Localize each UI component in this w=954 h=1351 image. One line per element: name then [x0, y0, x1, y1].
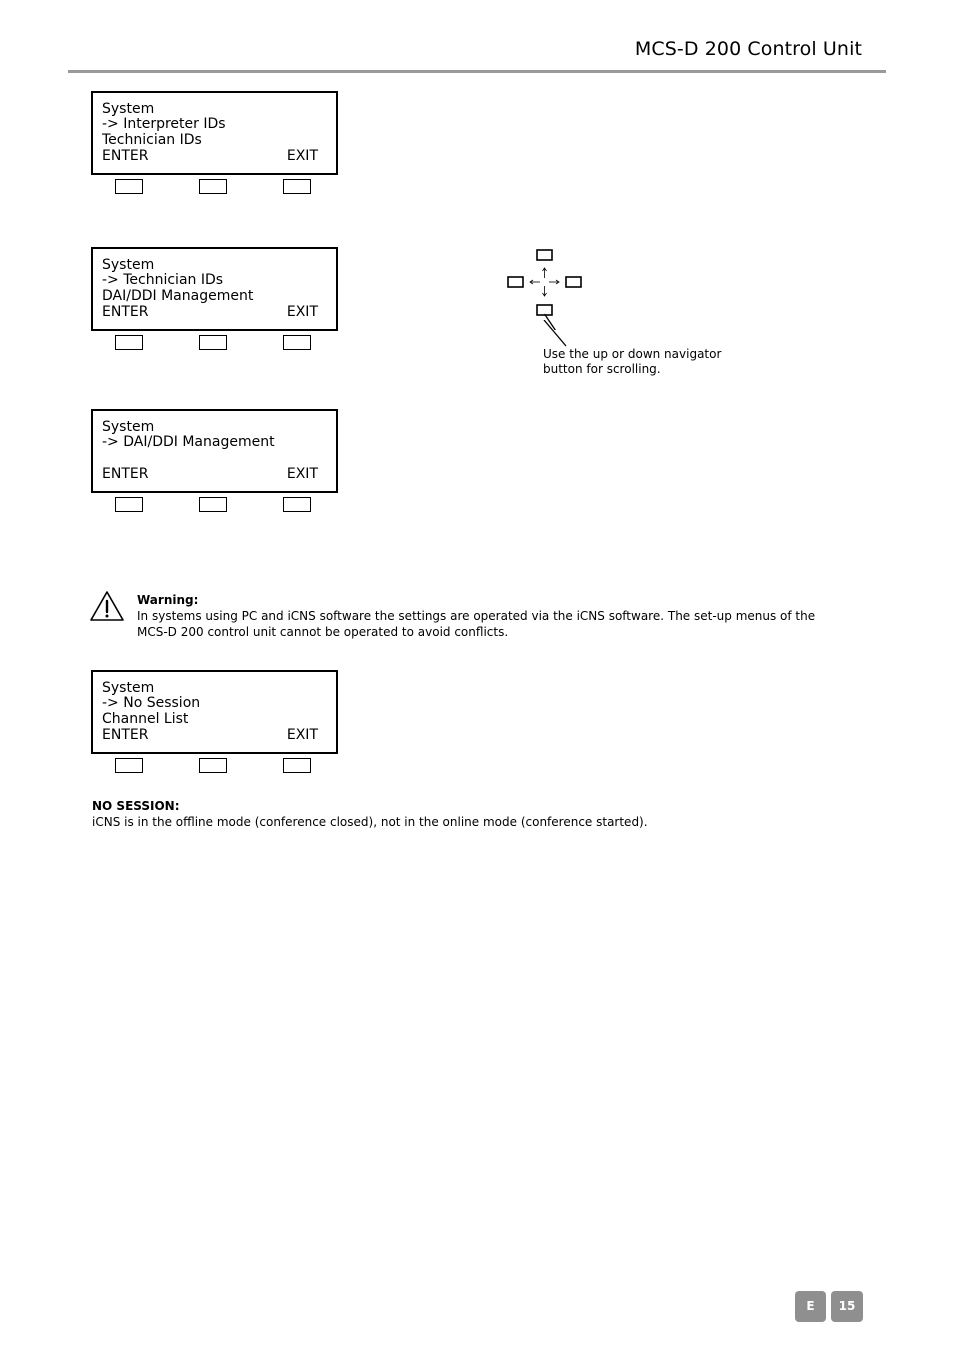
nav-arrows-icon	[530, 268, 559, 296]
lcd-enter-label: ENTER	[102, 147, 149, 164]
navigator-caption-line: button for scrolling.	[543, 362, 661, 376]
softkey-left-button[interactable]	[115, 497, 143, 512]
warning-body-line: In systems using PC and iCNS software the settings are operated via the iCNS software. The set-up menus of the	[137, 609, 816, 623]
header-divider	[68, 70, 886, 73]
softkey-middle-button[interactable]	[199, 335, 227, 350]
language-badge: E	[795, 1291, 826, 1322]
softkey-left-button[interactable]	[115, 758, 143, 773]
callout-line	[540, 320, 570, 348]
navigator-caption	[543, 347, 721, 377]
softkey-right-button[interactable]	[283, 179, 311, 194]
lcd-exit-label: EXIT	[286, 303, 318, 320]
softkey-right-button[interactable]	[283, 497, 311, 512]
warning-heading: Warning:	[137, 593, 199, 607]
softkey-row	[115, 179, 315, 195]
lcd-screen	[91, 247, 338, 331]
page-title: MCS-D 200 Control Unit	[634, 38, 862, 60]
nav-left-button[interactable]	[508, 277, 523, 287]
lcd-line: System	[102, 257, 155, 273]
softkey-row	[115, 335, 315, 351]
navigator-caption-line: Use the up or down navigator	[543, 347, 722, 361]
no-session-note	[92, 798, 852, 830]
softkey-right-button[interactable]	[283, 758, 311, 773]
warning-note	[137, 592, 837, 640]
softkey-left-button[interactable]	[115, 179, 143, 194]
warning-triangle-icon	[89, 590, 125, 622]
lcd-screen	[91, 670, 338, 754]
no-session-text: iCNS is in the offline mode (conference closed), not in the online mode (conference started).	[92, 815, 648, 829]
lcd-line: DAI/DDI Management	[102, 287, 254, 304]
softkey-left-button[interactable]	[115, 335, 143, 350]
lcd-line: System	[102, 680, 155, 696]
lcd-enter-label: ENTER	[102, 303, 149, 320]
lcd-line: System	[102, 419, 155, 435]
softkey-middle-button[interactable]	[199, 758, 227, 773]
lcd-line: -> No Session	[102, 695, 201, 712]
lcd-line: -> DAI/DDI Management	[102, 434, 275, 451]
lcd-line: -> Technician IDs	[102, 272, 224, 289]
lcd-line: -> Interpreter IDs	[102, 116, 226, 133]
lcd-exit-label: EXIT	[286, 465, 318, 482]
warning-body-line: MCS-D 200 control unit cannot be operated to avoid conflicts.	[137, 625, 509, 639]
lcd-enter-label: ENTER	[102, 465, 149, 482]
softkey-middle-button[interactable]	[199, 497, 227, 512]
lcd-screen	[91, 409, 338, 493]
lcd-screen	[91, 91, 338, 175]
lcd-line: System	[102, 101, 155, 117]
nav-right-button[interactable]	[566, 277, 581, 287]
navigator-pad-icon	[500, 240, 600, 330]
softkey-row	[115, 497, 315, 513]
lcd-line: Channel List	[102, 710, 189, 727]
lcd-line	[102, 451, 275, 466]
nav-down-button[interactable]	[537, 305, 552, 315]
softkey-right-button[interactable]	[283, 335, 311, 350]
nav-up-button[interactable]	[537, 250, 552, 260]
page-number-badge: 15	[831, 1291, 863, 1322]
lcd-line: Technician IDs	[102, 131, 202, 148]
softkey-row	[115, 758, 315, 774]
lcd-exit-label: EXIT	[286, 147, 318, 164]
lcd-enter-label: ENTER	[102, 726, 149, 743]
no-session-heading: NO SESSION:	[92, 799, 180, 813]
softkey-middle-button[interactable]	[199, 179, 227, 194]
lcd-exit-label: EXIT	[286, 726, 318, 743]
